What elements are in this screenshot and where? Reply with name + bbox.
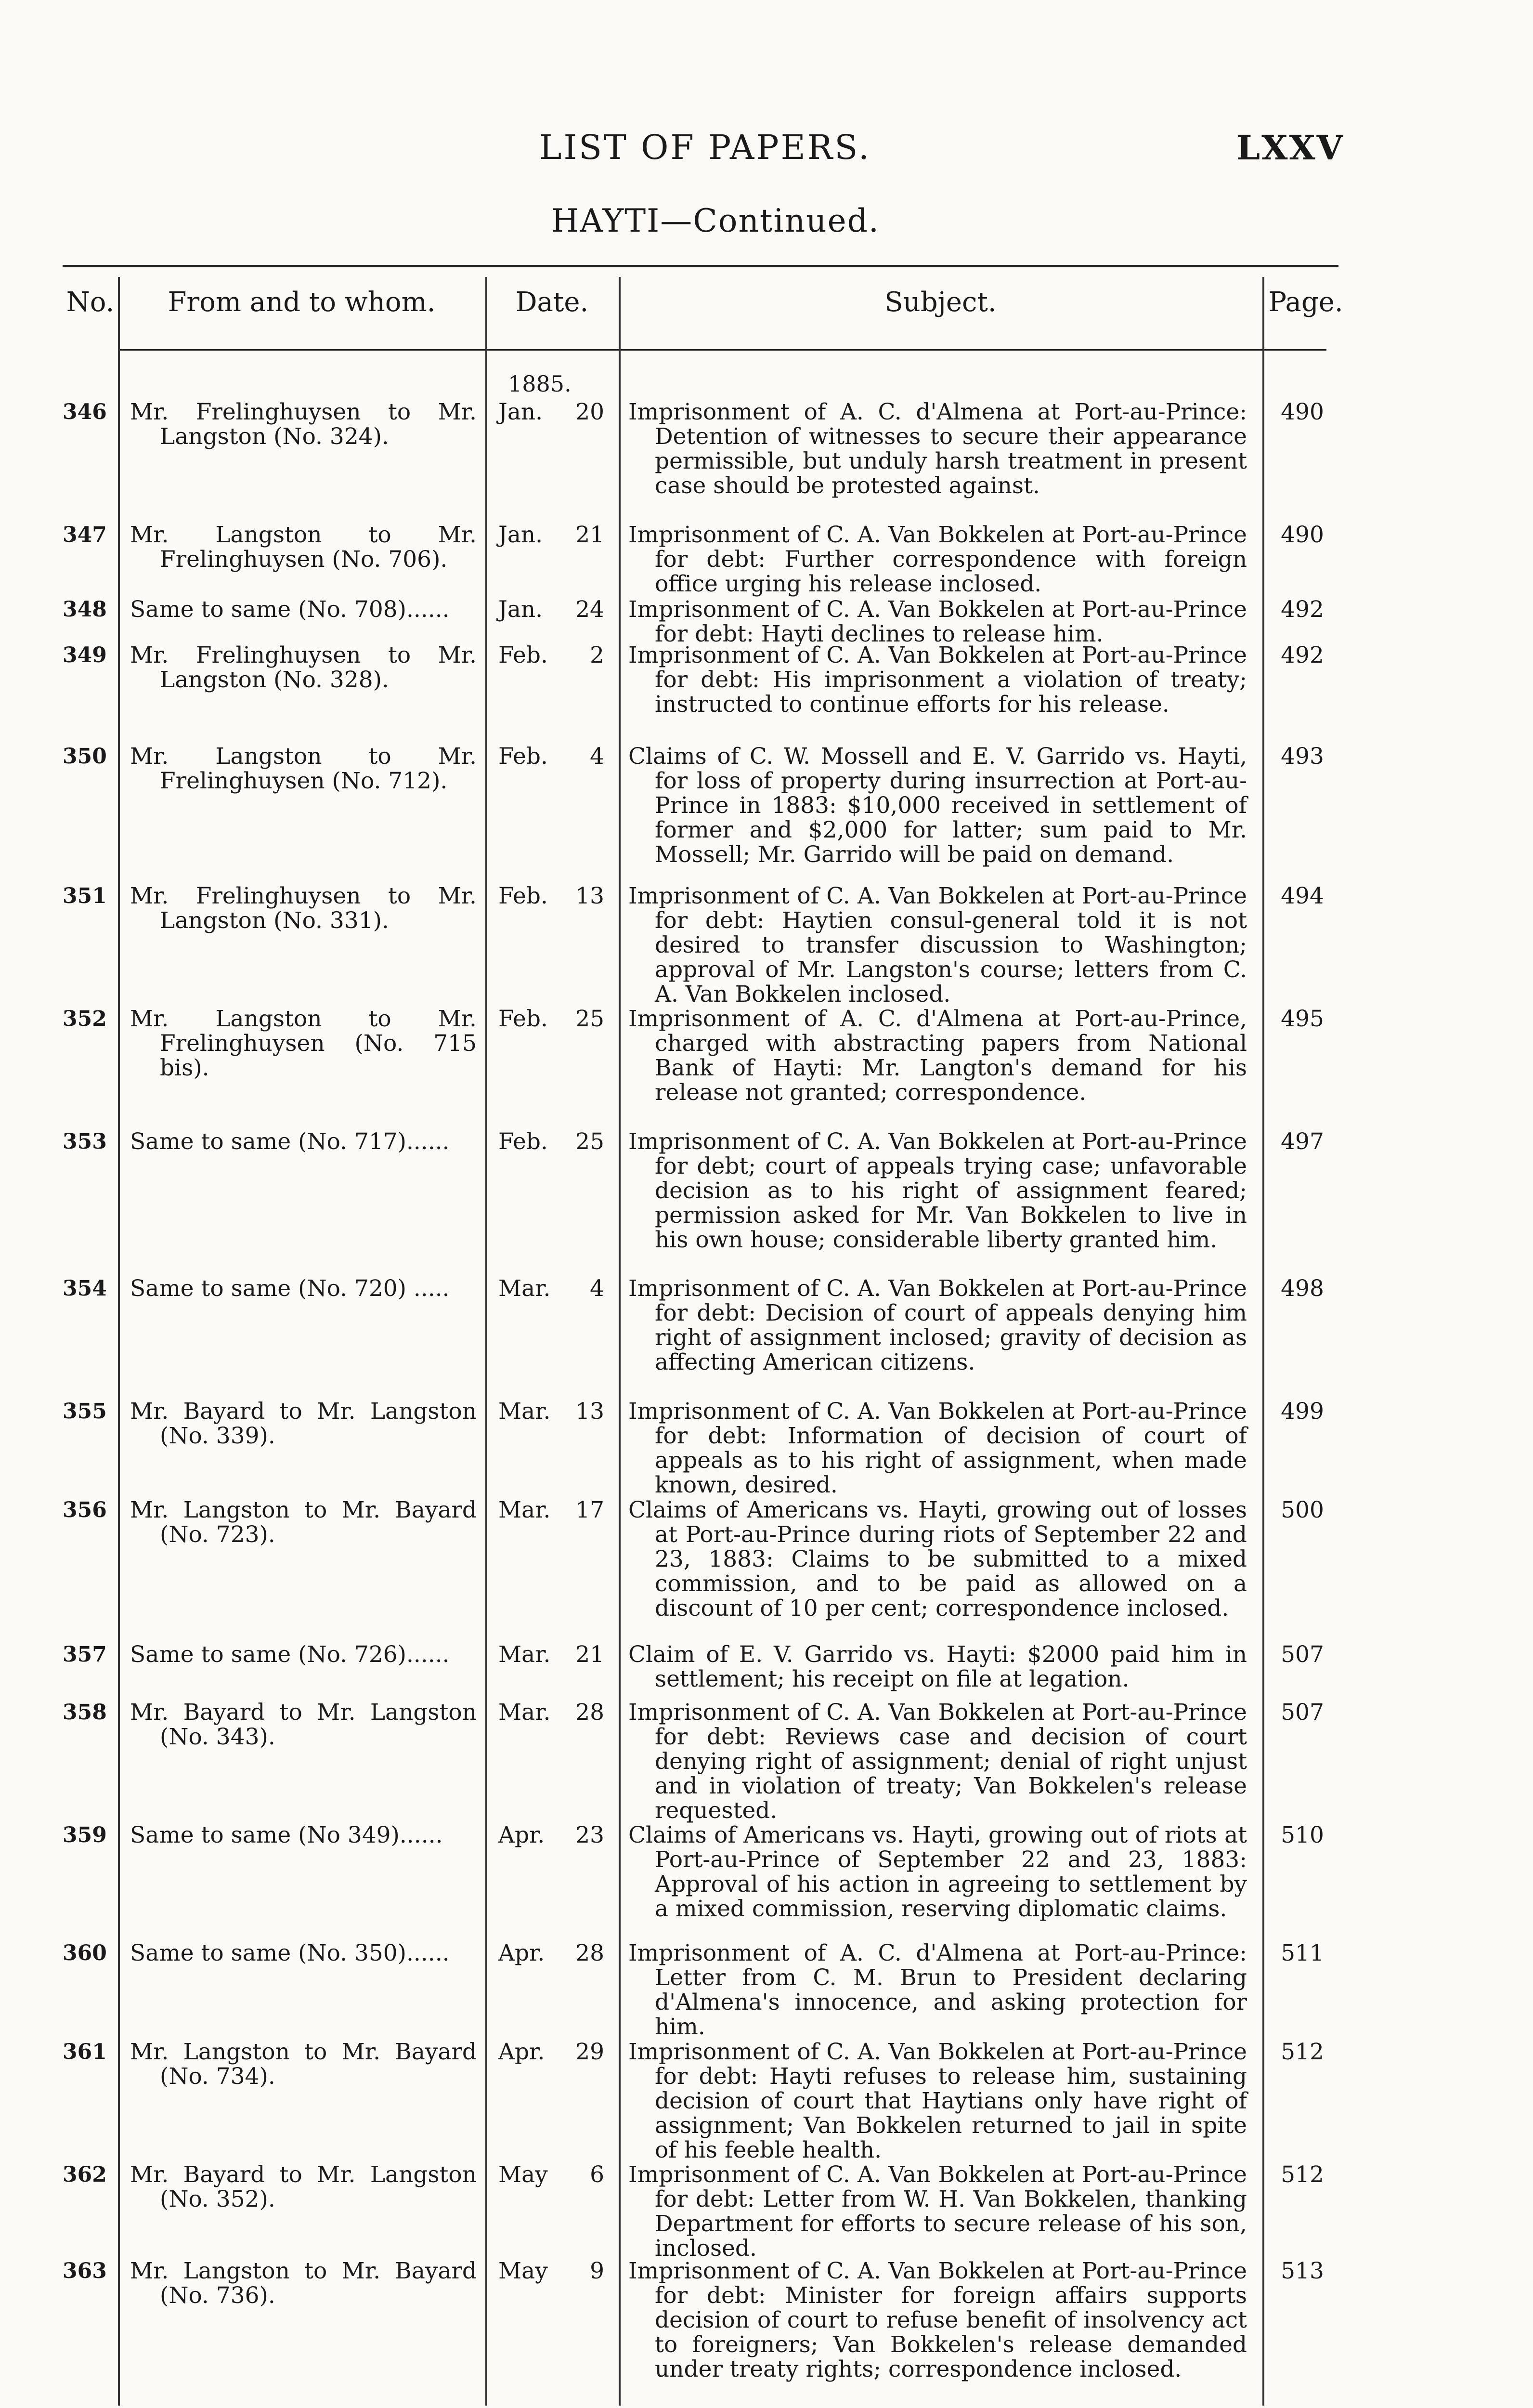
entry-month: Mar. [498, 1398, 551, 1425]
entry-month: Feb. [498, 642, 548, 668]
entry-subject [628, 1941, 1247, 2039]
entry-correspondents-text: Same to same (No. 708)...... [130, 596, 450, 623]
entry-subject [628, 1129, 1247, 1252]
entry-correspondents-text: Same to same (No. 350)...... [130, 1940, 450, 1966]
entry-subject [628, 597, 1247, 646]
entry-page: 512 [1281, 2039, 1324, 2065]
entry-month: Mar. [498, 1641, 551, 1668]
entry-correspondents [130, 1399, 477, 1448]
entry-correspondents-text: Mr. Frelinghuysen to Mr. Langston (No. 324). [130, 399, 477, 450]
entry-subject [628, 523, 1247, 596]
entry-subject-text: Imprisonment of C. A. Van Bokkelen at Port-au-Prince for debt; court of appeals trying case; unfavorable decision as to his right of assignment feared; permission asked for Mr. Van Bokkelen to live in his own house; considerable liberty granted him. [628, 1128, 1247, 1253]
entry-correspondents [130, 643, 477, 692]
entry-subject-text: Imprisonment of A. C. d'Almena at Port-au-Prince: Detention of witnesses to secure their appearance permissible, but unduly harsh treatment in present case should be protested against. [628, 399, 1247, 499]
entry-page: 511 [1281, 1940, 1324, 1966]
entry-correspondents [130, 597, 477, 622]
entry-month: Feb. [498, 743, 548, 770]
entry-subject-text: Imprisonment of C. A. Van Bokkelen at Port-au-Prince for debt: Further correspondence with foreign office urging his release inclosed. [628, 522, 1247, 597]
entry-subject-text: Imprisonment of C. A. Van Bokkelen at Port-au-Prince for debt: Hayti refuses to release him, sustaining decision of court that Haytians only have right of assignment; Van Bokkelen returned to jail in spite of his feeble health. [628, 2039, 1247, 2163]
entry-day: 2 [590, 642, 604, 668]
entry-subject [628, 1007, 1247, 1105]
entry-number: 347 [63, 523, 107, 547]
entry-number: 349 [63, 643, 107, 667]
entry-subject-text: Imprisonment of C. A. Van Bokkelen at Port-au-Prince for debt: Information of decision of court of appeals as to his right of assignment, when made known, desired. [628, 1398, 1247, 1498]
entry-month: Apr. [498, 1822, 545, 1848]
entry-page: 510 [1281, 1822, 1324, 1848]
section-title: HAYTI—Continued. [551, 202, 880, 239]
entry-month: Apr. [498, 2039, 545, 2065]
entry-correspondents-text: Same to same (No. 717)...... [130, 1128, 450, 1155]
entry-month: May [498, 2161, 548, 2188]
entry-subject [628, 1642, 1247, 1691]
entry-day: 21 [575, 1641, 604, 1668]
entry-number: 357 [63, 1642, 107, 1667]
entry-page: 494 [1281, 883, 1324, 909]
entry-month: Mar. [498, 1699, 551, 1726]
entry-subject [628, 744, 1247, 867]
entry-subject [628, 400, 1247, 498]
entry-correspondents [130, 1007, 477, 1080]
entry-day: 29 [575, 2039, 604, 2065]
entry-correspondents-text: Mr. Langston to Mr. Frelinghuysen (No. 706). [130, 522, 477, 573]
entry-subject-text: Claims of Americans vs. Hayti, growing out of losses at Port-au-Prince during riots of September 22 and 23, 1883: Claims to be submitted to a mixed commission, and to be paid as allowed on a discount of 10 per cent; correspondence inclosed. [628, 1497, 1247, 1622]
entry-month: Mar. [498, 1275, 551, 1302]
entry-page: 492 [1281, 642, 1324, 668]
entry-page: 490 [1281, 522, 1324, 548]
entry-subject [628, 2162, 1247, 2261]
entry-day: 4 [590, 743, 604, 770]
entry-day: 13 [575, 883, 604, 909]
entry-month: Feb. [498, 1128, 548, 1155]
entry-subject [628, 1399, 1247, 1497]
entry-day: 28 [575, 1699, 604, 1726]
entry-subject-text: Imprisonment of C. A. Van Bokkelen at Port-au-Prince for debt: Decision of court of appeals denying him right of assignment inclosed; gravity of decision as affecting American citizens. [628, 1275, 1247, 1375]
entry-page: 497 [1281, 1128, 1324, 1155]
entry-month: Apr. [498, 1940, 545, 1966]
header-bottom-rule [118, 349, 1326, 351]
entry-day: 4 [590, 1275, 604, 1302]
entry-correspondents [130, 1823, 477, 1847]
entry-month: Feb. [498, 1006, 548, 1032]
entry-subject-text: Imprisonment of C. A. Van Bokkelen at Port-au-Prince for debt: His imprisonment a violation of treaty; instructed to continue efforts for his release. [628, 642, 1247, 718]
page-header [0, 128, 1533, 171]
col-divider-subject [1262, 277, 1264, 2406]
entry-number: 361 [63, 2040, 107, 2064]
entry-number: 348 [63, 597, 107, 622]
entry-month: Jan. [498, 522, 543, 548]
entry-day: 24 [575, 596, 604, 623]
entry-subject-text: Claims of Americans vs. Hayti, growing out of riots at Port-au-Prince of September 22 and 23, 1883: Approval of his action in agreeing to settlement by a mixed commission, reserving diplomatic claims. [628, 1822, 1247, 1922]
entry-number: 359 [63, 1823, 107, 1847]
entry-correspondents [130, 1700, 477, 1749]
entry-page: 499 [1281, 1398, 1324, 1425]
entry-subject-text: Claims of C. W. Mossell and E. V. Garrido vs. Hayti, for loss of property during insurrection at Port-au-Prince in 1883: $10,000 received in settlement of former and $2,000 for latter; sum paid to Mr. Mossell; Mr. Garrido will be paid on demand. [628, 743, 1247, 868]
entry-number: 354 [63, 1276, 107, 1301]
entry-day: 25 [575, 1128, 604, 1155]
entry-correspondents-text: Mr. Frelinghuysen to Mr. Langston (No. 328). [130, 642, 477, 693]
entry-number: 362 [63, 2162, 107, 2187]
entry-month: May [498, 2258, 548, 2284]
entry-page: 498 [1281, 1275, 1324, 1302]
entry-correspondents [130, 1276, 477, 1301]
entry-subject-text: Imprisonment of C. A. Van Bokkelen at Port-au-Prince for debt: Hayti declines to release him. [628, 596, 1247, 647]
entry-page: 507 [1281, 1699, 1324, 1726]
colhead-page: Page. [1268, 287, 1343, 318]
entry-page: 500 [1281, 1497, 1324, 1523]
entry-page: 512 [1281, 2161, 1324, 2188]
entry-correspondents [130, 884, 477, 933]
entry-correspondents-text: Same to same (No. 726)...... [130, 1641, 450, 1668]
entry-correspondents-text: Mr. Bayard to Mr. Langston (No. 339). [130, 1398, 477, 1449]
entry-subject-text: Imprisonment of C. A. Van Bokkelen at Port-au-Prince for debt: Reviews case and decision of court denying right of assignment; denial of right unjust and in violation of treaty; Van Bokkelen's release requested. [628, 1699, 1247, 1824]
col-divider-date [619, 277, 621, 2406]
entry-page: 513 [1281, 2258, 1324, 2284]
entry-correspondents-text: Same to same (No. 720) ..... [130, 1275, 450, 1302]
entry-correspondents-text: Mr. Langston to Mr. Bayard (No. 723). [130, 1497, 477, 1548]
entry-number: 358 [63, 1700, 107, 1725]
colhead-subject: Subject. [884, 287, 997, 318]
entry-day: 6 [590, 2161, 604, 2188]
entry-number: 351 [63, 884, 107, 908]
entry-month: Mar. [498, 1497, 551, 1523]
entry-subject [628, 2040, 1247, 2162]
entry-subject [628, 1700, 1247, 1823]
entry-correspondents [130, 400, 477, 449]
entry-number: 355 [63, 1399, 107, 1424]
entry-month: Jan. [498, 399, 543, 425]
entry-number: 346 [63, 400, 107, 424]
entry-day: 13 [575, 1398, 604, 1425]
running-title: LIST OF PAPERS. [539, 128, 871, 167]
entry-subject [628, 2259, 1247, 2382]
entry-number: 352 [63, 1007, 107, 1031]
entry-number: 363 [63, 2259, 107, 2283]
entry-correspondents [130, 1498, 477, 1547]
entry-correspondents [130, 1642, 477, 1667]
entry-day: 28 [575, 1940, 604, 1966]
entry-page: 493 [1281, 743, 1324, 770]
entry-correspondents [130, 2259, 477, 2308]
entry-subject [628, 1276, 1247, 1374]
entry-correspondents-text: Mr. Frelinghuysen to Mr. Langston (No. 331). [130, 883, 477, 934]
col-divider-from [485, 277, 487, 2406]
entry-correspondents-text: Mr. Langston to Mr. Frelinghuysen (No. 712). [130, 743, 477, 794]
entry-correspondents-text: Mr. Langston to Mr. Frelinghuysen (No. 715 bis). [130, 1006, 477, 1081]
entry-day: 21 [575, 522, 604, 548]
entry-subject-text: Imprisonment of A. C. d'Almena at Port-au-Prince, charged with abstracting papers from National Bank of Hayti: Mr. Langton's demand for his release not granted; correspondence. [628, 1006, 1247, 1106]
entry-page: 495 [1281, 1006, 1324, 1032]
entry-month: Feb. [498, 883, 548, 909]
colhead-no: No. [66, 287, 115, 318]
entry-day: 25 [575, 1006, 604, 1032]
entry-subject [628, 643, 1247, 717]
entry-subject [628, 1498, 1247, 1621]
entry-page: 490 [1281, 399, 1324, 425]
entry-month: Jan. [498, 596, 543, 623]
entry-subject-text: Claim of E. V. Garrido vs. Hayti: $2000 paid him in settlement; his receipt on file at legation. [628, 1641, 1247, 1692]
entry-correspondents [130, 744, 477, 793]
entry-page: 492 [1281, 596, 1324, 623]
entry-day: 20 [575, 399, 604, 425]
entry-correspondents-text: Same to same (No 349)...... [130, 1822, 443, 1848]
entry-subject-text: Imprisonment of C. A. Van Bokkelen at Port-au-Prince for debt: Minister for foreign affairs supports decision of court to refuse benefit of insolvency act to foreigners; Van Bokkelen's release demanded under treaty rights; correspondence inclosed. [628, 2258, 1247, 2382]
entry-number: 360 [63, 1941, 107, 1965]
entry-day: 23 [575, 1822, 604, 1848]
entry-correspondents-text: Mr. Langston to Mr. Bayard (No. 734). [130, 2039, 477, 2090]
year-label: 1885. [508, 371, 572, 397]
colhead-from: From and to whom. [168, 287, 436, 318]
entry-number: 356 [63, 1498, 107, 1522]
entry-correspondents-text: Mr. Bayard to Mr. Langston (No. 343). [130, 1699, 477, 1750]
table-top-rule [63, 265, 1338, 267]
entry-subject [628, 1823, 1247, 1921]
entry-number: 350 [63, 744, 107, 769]
entry-page: 507 [1281, 1641, 1324, 1668]
entry-subject-text: Imprisonment of C. A. Van Bokkelen at Port-au-Prince for debt: Letter from W. H. Van Bokkelen, thanking Department for efforts to secure release of his son, inclosed. [628, 2161, 1247, 2262]
entry-correspondents-text: Mr. Langston to Mr. Bayard (No. 736). [130, 2258, 477, 2309]
entry-subject [628, 884, 1247, 1007]
entry-subject-text: Imprisonment of A. C. d'Almena at Port-au-Prince: Letter from C. M. Brun to President declaring d'Almena's innocence, and asking protection for him. [628, 1940, 1247, 2040]
entry-correspondents [130, 523, 477, 572]
page-folio: LXXV [1236, 128, 1344, 168]
colhead-date: Date. [515, 287, 589, 318]
entry-day: 9 [590, 2258, 604, 2284]
entry-subject-text: Imprisonment of C. A. Van Bokkelen at Port-au-Prince for debt: Haytien consul-general told it is not desired to transfer discussion to Washington; approval of Mr. Langston's course; letters from C. A. Van Bokkelen inclosed. [628, 883, 1247, 1008]
entry-number: 353 [63, 1129, 107, 1154]
entry-correspondents [130, 2040, 477, 2089]
entry-correspondents [130, 1941, 477, 1965]
col-divider-no [118, 277, 120, 2406]
entry-correspondents [130, 1129, 477, 1154]
entry-day: 17 [575, 1497, 604, 1523]
entry-correspondents [130, 2162, 477, 2212]
entry-correspondents-text: Mr. Bayard to Mr. Langston (No. 352). [130, 2161, 477, 2212]
